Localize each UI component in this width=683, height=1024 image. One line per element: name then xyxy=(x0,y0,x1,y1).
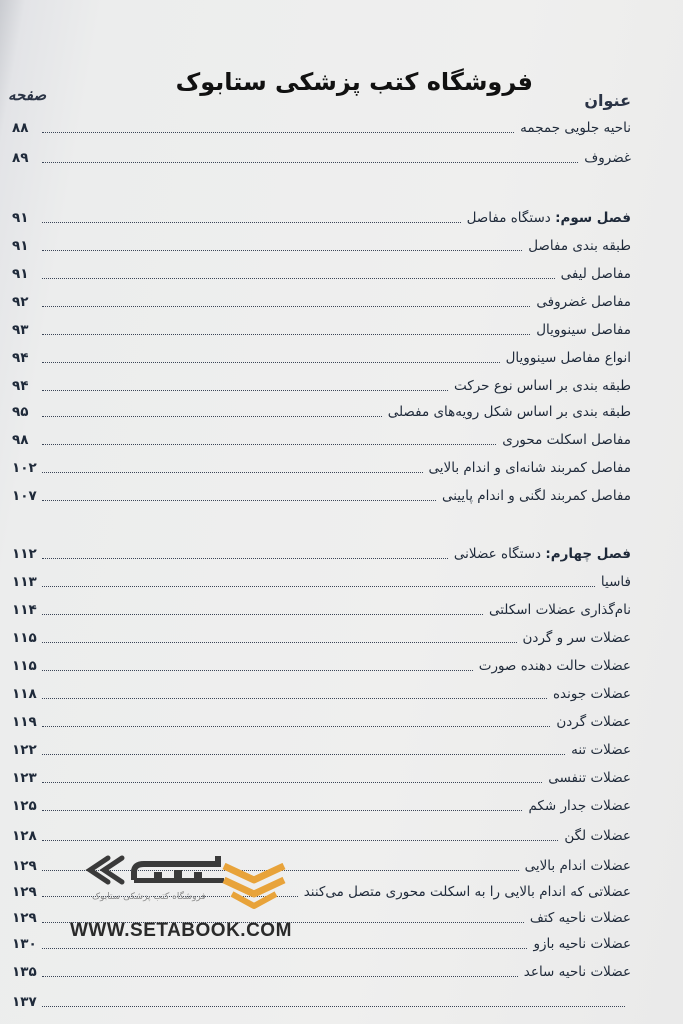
toc-entry xyxy=(12,792,631,816)
entry-title: طبقه بندی مفاصل xyxy=(528,238,631,254)
page-number: ۱۳۷ xyxy=(12,994,37,1010)
dot-leader xyxy=(42,782,542,783)
page-number: ۹۵ xyxy=(12,404,29,420)
toc-entry xyxy=(12,822,631,846)
page-number: ۱۱۹ xyxy=(12,714,37,730)
toc-entry xyxy=(12,680,631,704)
page-number: ۱۲۹ xyxy=(12,910,37,926)
entry-title: عضلات جونده xyxy=(552,686,631,702)
page-number: ۸۸ xyxy=(12,120,29,136)
page-number: ۱۲۳ xyxy=(12,770,37,786)
entry-title: عضلات حالت دهنده صورت xyxy=(478,658,631,674)
entry-title: عضلات سر و گردن xyxy=(522,630,631,646)
page-number: ۱۳۵ xyxy=(12,964,37,980)
toc-entry xyxy=(12,426,631,450)
chapter-row xyxy=(12,540,631,564)
toc-entry xyxy=(12,958,631,982)
title-column-header: عنوان xyxy=(584,91,631,110)
dot-leader xyxy=(42,726,550,727)
dot-leader xyxy=(42,162,578,163)
page-number: ۱۱۵ xyxy=(12,658,37,674)
entry-title: عضلات اندام بالایی xyxy=(524,858,631,874)
dot-leader xyxy=(42,642,517,643)
chapter-label: فصل چهارم: xyxy=(545,546,631,562)
entry-title: عضلات تنفسی xyxy=(548,770,631,786)
toc-entry xyxy=(12,288,631,312)
dot-leader xyxy=(42,416,382,417)
entry-title: طبقه بندی بر اساس شکل رویه‌های مفصلی xyxy=(387,404,631,420)
entry-title: نام‌گذاری عضلات اسکلتی xyxy=(488,602,631,618)
dot-leader xyxy=(42,670,473,671)
toc-entry xyxy=(12,232,631,256)
page-number: ۱۱۸ xyxy=(12,686,37,702)
entry-title: مفاصل سینوویال xyxy=(536,322,631,338)
dot-leader xyxy=(42,976,518,977)
dot-leader xyxy=(42,390,448,391)
page-number: ۱۲۲ xyxy=(12,742,37,758)
dot-leader xyxy=(42,334,530,335)
dot-leader xyxy=(42,132,514,133)
toc-entry xyxy=(12,568,631,592)
dot-leader xyxy=(42,306,530,307)
page-number: ۹۱ xyxy=(12,238,29,254)
entry-title: انواع مفاصل سینوویال xyxy=(505,350,631,366)
chapter-label: فصل سوم: xyxy=(555,210,631,226)
toc-entry xyxy=(12,736,631,760)
page-number: ۱۱۲ xyxy=(12,546,37,562)
toc-entry xyxy=(12,624,631,648)
page-number: ۹۴ xyxy=(12,378,29,394)
page-column-header: صفحه xyxy=(8,86,47,104)
dot-leader xyxy=(42,1006,625,1007)
page-number: ۱۳۰ xyxy=(12,936,37,952)
dot-leader xyxy=(42,500,436,501)
dot-leader xyxy=(42,614,483,615)
dot-leader xyxy=(42,278,555,279)
store-title: فروشگاه کتب پزشکی ستابوک xyxy=(175,68,533,96)
page-number: ۹۳ xyxy=(12,322,29,338)
toc-entry xyxy=(12,144,631,168)
page-number: ۱۲۹ xyxy=(12,884,37,900)
dot-leader xyxy=(42,586,595,587)
chapter-subject: دستگاه عضلانی xyxy=(453,546,546,562)
dot-leader xyxy=(42,840,558,841)
chapter-row xyxy=(12,204,631,228)
entry-title: مفاصل اسکلت محوری xyxy=(502,432,631,448)
toc-entry xyxy=(12,316,631,340)
toc-entry xyxy=(12,764,631,788)
entry-title: عضلات تنه xyxy=(571,742,631,758)
chapter-subject: دستگاه مفاصل xyxy=(466,210,556,226)
toc-entry xyxy=(12,372,631,396)
toc-entry xyxy=(12,988,631,1012)
dot-leader xyxy=(42,472,423,473)
watermark-url: WWW.SETABOOK.COM xyxy=(70,920,292,941)
entry-title: عضلات ناحیه کتف xyxy=(529,910,631,926)
dot-leader xyxy=(42,222,461,223)
page-number: ۹۴ xyxy=(12,350,29,366)
dot-leader xyxy=(42,444,496,445)
page-number: ۹۲ xyxy=(12,294,29,310)
page-number: ۱۰۷ xyxy=(12,488,37,504)
page-number: ۹۱ xyxy=(12,210,29,226)
entry-title: مفاصل لیفی xyxy=(560,266,631,282)
setabook-logo-icon xyxy=(78,850,228,890)
entry-title: ناحیه جلویی جمجمه xyxy=(520,120,631,136)
page-number: ۸۹ xyxy=(12,150,29,166)
entry-title: مفاصل غضروفی xyxy=(536,294,631,310)
dot-leader xyxy=(42,810,522,811)
entry-title: عضلاتی که اندام بالایی را به اسکلت محوری متصل می‌کنند xyxy=(303,884,631,900)
toc-entry xyxy=(12,454,631,478)
toc-entry xyxy=(12,114,631,138)
entry-title: فاسیا xyxy=(600,574,631,590)
toc-entry xyxy=(12,398,631,422)
page-number: ۱۱۳ xyxy=(12,574,37,590)
entry-title: عضلات ناحیه بازو xyxy=(533,936,631,952)
entry-title: عضلات ناحیه ساعد xyxy=(523,964,631,980)
entry-title: مفاصل کمربند شانه‌ای و اندام بالایی xyxy=(428,460,631,476)
dot-leader xyxy=(42,362,500,363)
page-number: ۱۱۵ xyxy=(12,630,37,646)
toc-entry xyxy=(12,260,631,284)
dot-leader xyxy=(42,250,522,251)
page-number: ۱۲۸ xyxy=(12,828,37,844)
entry-title: عضلات لگن xyxy=(564,828,631,844)
entry-title: طبقه بندی بر اساس نوع حرکت xyxy=(454,378,631,394)
entry-title: مفاصل کمربند لگنی و اندام پایینی xyxy=(441,488,631,504)
toc-entry xyxy=(12,482,631,506)
page-number: ۹۸ xyxy=(12,432,29,448)
watermark-tagline: فروشگاه کتب پزشکی ستابوک xyxy=(92,892,206,902)
entry-title xyxy=(463,208,631,228)
dot-leader xyxy=(42,754,565,755)
toc-entry xyxy=(12,708,631,732)
page-number: ۱۲۹ xyxy=(12,858,37,874)
dot-leader xyxy=(42,698,547,699)
toc-entry xyxy=(12,344,631,368)
toc-entry xyxy=(12,652,631,676)
entry-title: غضروف xyxy=(584,150,631,166)
dot-leader xyxy=(42,558,448,559)
entry-title: عضلات گردن xyxy=(556,714,631,730)
page-number: ۱۰۲ xyxy=(12,460,37,476)
book-stack-icon xyxy=(220,856,288,912)
page-number: ۱۲۵ xyxy=(12,798,37,814)
setabook-watermark xyxy=(30,850,320,950)
toc-entry xyxy=(12,596,631,620)
entry-title: عضلات جدار شکم xyxy=(528,798,631,814)
page-number: ۹۱ xyxy=(12,266,29,282)
page-number: ۱۱۴ xyxy=(12,602,37,618)
entry-title xyxy=(450,544,631,564)
